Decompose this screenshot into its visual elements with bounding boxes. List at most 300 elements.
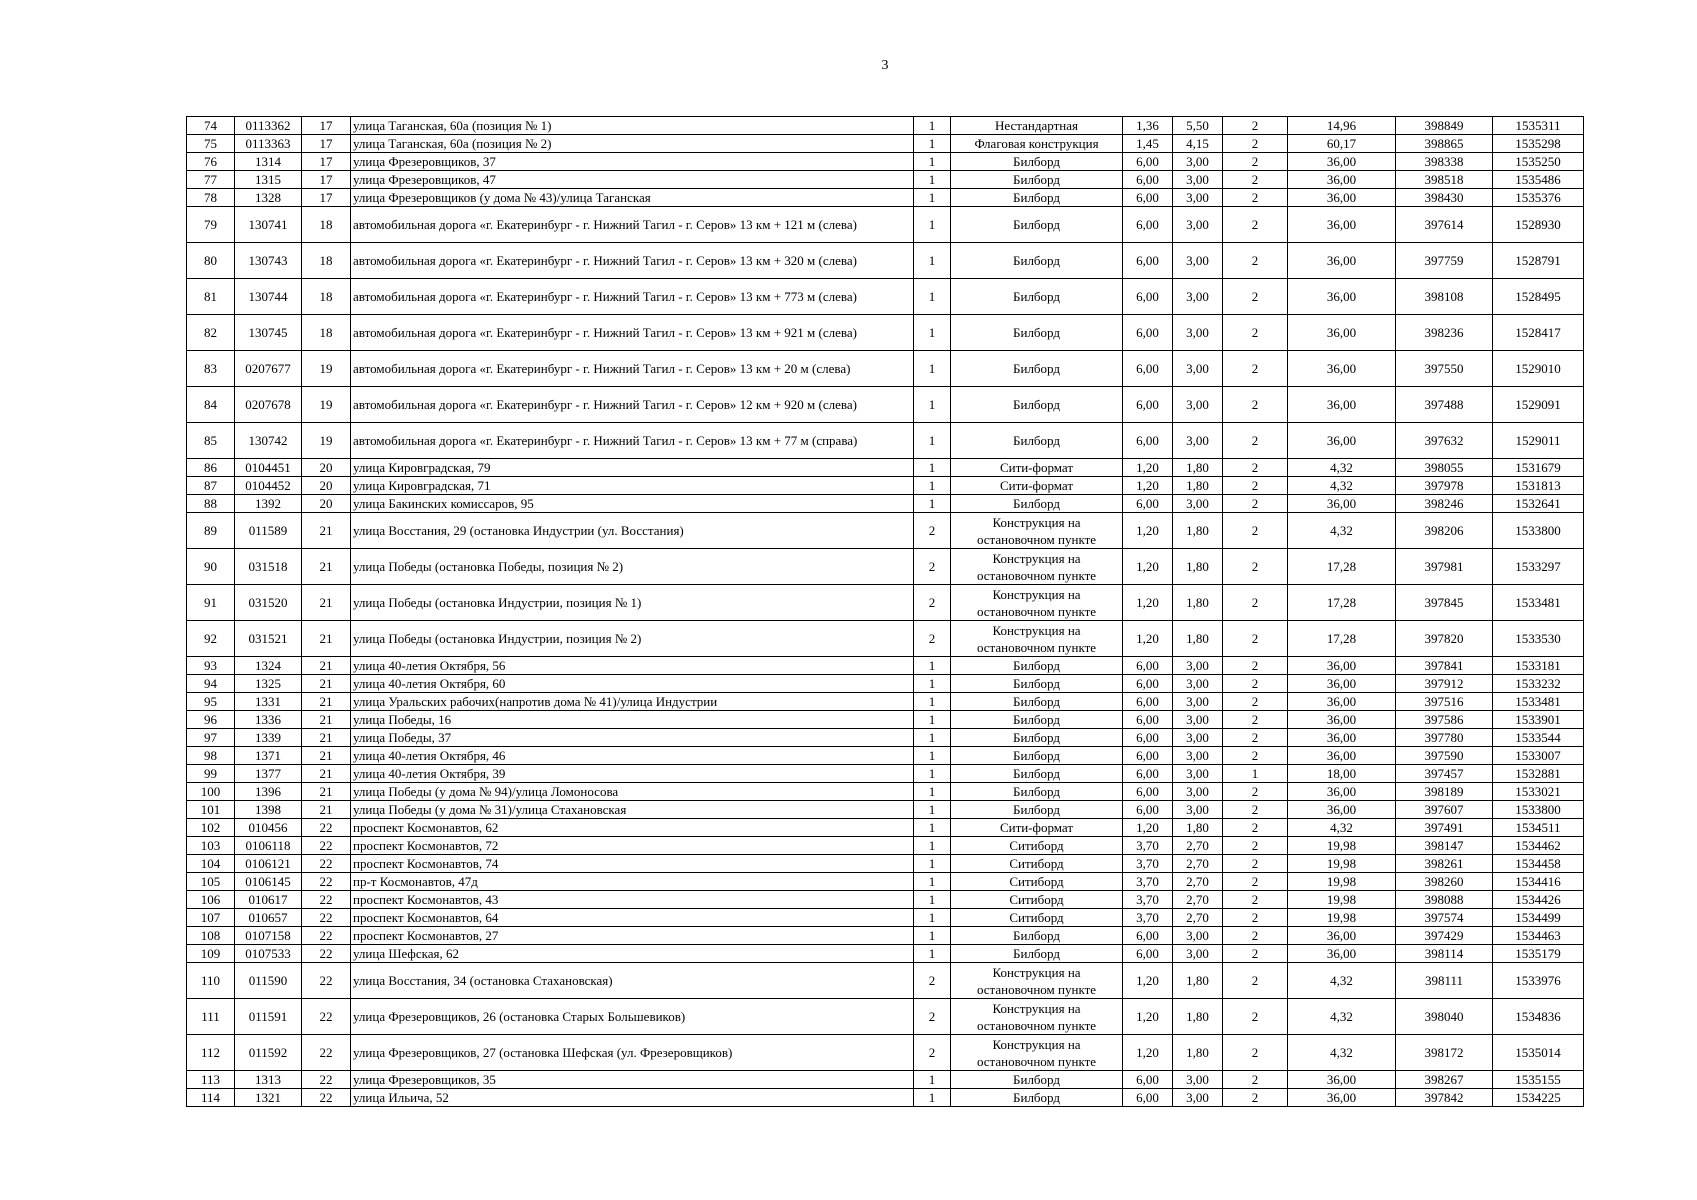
cell-faces: 2 xyxy=(1223,693,1288,711)
cell-faces: 2 xyxy=(1223,135,1288,153)
cell-sides: 1 xyxy=(914,351,951,387)
cell-structure-type: Сити-формат xyxy=(951,459,1123,477)
cell-area: 14,96 xyxy=(1288,117,1396,135)
cell-width: 6,00 xyxy=(1123,783,1173,801)
cell-height: 1,80 xyxy=(1173,459,1223,477)
cell-area: 18,00 xyxy=(1288,765,1396,783)
cell-faces: 2 xyxy=(1223,459,1288,477)
cell-district: 22 xyxy=(302,891,351,909)
cell-width: 6,00 xyxy=(1123,387,1173,423)
cell-row-number: 90 xyxy=(187,549,235,585)
cell-coord-y: 1531813 xyxy=(1493,477,1584,495)
cell-width: 1,20 xyxy=(1123,477,1173,495)
cell-district: 21 xyxy=(302,585,351,621)
cell-district: 21 xyxy=(302,549,351,585)
cell-width: 6,00 xyxy=(1123,657,1173,675)
cell-address: автомобильная дорога «г. Екатеринбург - г. Нижний Тагил - г. Серов» 13 км + 77 м (справа) xyxy=(351,423,914,459)
cell-width: 6,00 xyxy=(1123,927,1173,945)
table-row xyxy=(187,837,1584,855)
cell-address: улица Победы (остановка Индустрии, позиция № 1) xyxy=(351,585,914,621)
table-row xyxy=(187,153,1584,171)
cell-structure-type: Билборд xyxy=(951,387,1123,423)
cell-faces: 2 xyxy=(1223,387,1288,423)
cell-sides: 1 xyxy=(914,459,951,477)
cell-coord-y: 1528791 xyxy=(1493,243,1584,279)
cell-height: 3,00 xyxy=(1173,1089,1223,1107)
cell-area: 19,98 xyxy=(1288,909,1396,927)
cell-coord-x: 397912 xyxy=(1396,675,1493,693)
cell-area: 19,98 xyxy=(1288,891,1396,909)
cell-area: 36,00 xyxy=(1288,801,1396,819)
cell-coord-x: 398267 xyxy=(1396,1071,1493,1089)
cell-height: 5,50 xyxy=(1173,117,1223,135)
cell-coord-y: 1533976 xyxy=(1493,963,1584,999)
table-row xyxy=(187,459,1584,477)
cell-width: 6,00 xyxy=(1123,1071,1173,1089)
cell-coord-y: 1529091 xyxy=(1493,387,1584,423)
cell-area: 19,98 xyxy=(1288,855,1396,873)
cell-district: 21 xyxy=(302,801,351,819)
table-row xyxy=(187,549,1584,585)
cell-height: 3,00 xyxy=(1173,189,1223,207)
cell-structure-type: Конструкция на остановочном пункте xyxy=(951,621,1123,657)
cell-sides: 1 xyxy=(914,729,951,747)
cell-coord-y: 1534511 xyxy=(1493,819,1584,837)
cell-coord-y: 1533901 xyxy=(1493,711,1584,729)
advertising-structures-table xyxy=(186,116,1584,1107)
cell-structure-type: Билборд xyxy=(951,495,1123,513)
cell-faces: 2 xyxy=(1223,171,1288,189)
cell-row-number: 113 xyxy=(187,1071,235,1089)
cell-area: 36,00 xyxy=(1288,711,1396,729)
cell-coord-x: 398147 xyxy=(1396,837,1493,855)
cell-area: 60,17 xyxy=(1288,135,1396,153)
cell-district: 17 xyxy=(302,171,351,189)
cell-structure-id: 130741 xyxy=(235,207,302,243)
cell-coord-y: 1534426 xyxy=(1493,891,1584,909)
cell-row-number: 79 xyxy=(187,207,235,243)
cell-coord-x: 398338 xyxy=(1396,153,1493,171)
cell-height: 2,70 xyxy=(1173,891,1223,909)
cell-district: 21 xyxy=(302,711,351,729)
cell-row-number: 104 xyxy=(187,855,235,873)
cell-height: 3,00 xyxy=(1173,801,1223,819)
cell-address: улица Фрезеровщиков, 35 xyxy=(351,1071,914,1089)
cell-height: 2,70 xyxy=(1173,909,1223,927)
cell-width: 6,00 xyxy=(1123,315,1173,351)
table-row xyxy=(187,855,1584,873)
cell-faces: 2 xyxy=(1223,279,1288,315)
cell-coord-y: 1533800 xyxy=(1493,801,1584,819)
cell-width: 1,20 xyxy=(1123,819,1173,837)
cell-height: 3,00 xyxy=(1173,153,1223,171)
cell-coord-x: 397574 xyxy=(1396,909,1493,927)
cell-structure-type: Ситиборд xyxy=(951,855,1123,873)
cell-height: 2,70 xyxy=(1173,873,1223,891)
cell-area: 4,32 xyxy=(1288,459,1396,477)
cell-width: 1,20 xyxy=(1123,963,1173,999)
cell-area: 36,00 xyxy=(1288,387,1396,423)
table-row xyxy=(187,711,1584,729)
cell-faces: 2 xyxy=(1223,909,1288,927)
cell-coord-y: 1528495 xyxy=(1493,279,1584,315)
cell-district: 18 xyxy=(302,207,351,243)
cell-structure-id: 1324 xyxy=(235,657,302,675)
cell-structure-id: 010617 xyxy=(235,891,302,909)
cell-structure-type: Ситиборд xyxy=(951,873,1123,891)
cell-faces: 2 xyxy=(1223,801,1288,819)
cell-structure-type: Ситиборд xyxy=(951,891,1123,909)
cell-faces: 2 xyxy=(1223,999,1288,1035)
cell-row-number: 82 xyxy=(187,315,235,351)
cell-address: улица Уральских рабочих(напротив дома № 41)/улица Индустрии xyxy=(351,693,914,711)
cell-height: 1,80 xyxy=(1173,585,1223,621)
table-row xyxy=(187,999,1584,1035)
cell-structure-id: 1313 xyxy=(235,1071,302,1089)
cell-faces: 2 xyxy=(1223,963,1288,999)
cell-row-number: 95 xyxy=(187,693,235,711)
cell-sides: 2 xyxy=(914,585,951,621)
cell-district: 21 xyxy=(302,513,351,549)
cell-height: 1,80 xyxy=(1173,549,1223,585)
cell-width: 6,00 xyxy=(1123,423,1173,459)
cell-coord-y: 1529011 xyxy=(1493,423,1584,459)
cell-width: 6,00 xyxy=(1123,153,1173,171)
cell-row-number: 114 xyxy=(187,1089,235,1107)
cell-structure-id: 0113363 xyxy=(235,135,302,153)
cell-structure-type: Билборд xyxy=(951,279,1123,315)
cell-sides: 1 xyxy=(914,855,951,873)
cell-coord-x: 398430 xyxy=(1396,189,1493,207)
cell-area: 36,00 xyxy=(1288,189,1396,207)
cell-structure-id: 1314 xyxy=(235,153,302,171)
cell-district: 22 xyxy=(302,999,351,1035)
table-row xyxy=(187,117,1584,135)
cell-structure-id: 1321 xyxy=(235,1089,302,1107)
cell-row-number: 100 xyxy=(187,783,235,801)
cell-coord-y: 1534836 xyxy=(1493,999,1584,1035)
table-row xyxy=(187,207,1584,243)
cell-coord-x: 398518 xyxy=(1396,171,1493,189)
cell-structure-id: 130742 xyxy=(235,423,302,459)
cell-row-number: 99 xyxy=(187,765,235,783)
cell-structure-id: 1325 xyxy=(235,675,302,693)
table-row xyxy=(187,891,1584,909)
cell-faces: 2 xyxy=(1223,873,1288,891)
cell-address: улица Фрезеровщиков, 26 (остановка Старых Большевиков) xyxy=(351,999,914,1035)
table-row xyxy=(187,243,1584,279)
cell-width: 6,00 xyxy=(1123,801,1173,819)
cell-row-number: 76 xyxy=(187,153,235,171)
cell-sides: 1 xyxy=(914,801,951,819)
cell-structure-id: 130745 xyxy=(235,315,302,351)
cell-coord-y: 1534462 xyxy=(1493,837,1584,855)
cell-faces: 2 xyxy=(1223,819,1288,837)
cell-coord-y: 1535486 xyxy=(1493,171,1584,189)
table-row xyxy=(187,279,1584,315)
cell-coord-y: 1534458 xyxy=(1493,855,1584,873)
cell-address: автомобильная дорога «г. Екатеринбург - г. Нижний Тагил - г. Серов» 12 км + 920 м (слева) xyxy=(351,387,914,423)
cell-structure-type: Нестандартная xyxy=(951,117,1123,135)
cell-width: 3,70 xyxy=(1123,837,1173,855)
cell-coord-x: 398261 xyxy=(1396,855,1493,873)
cell-structure-id: 0107533 xyxy=(235,945,302,963)
cell-sides: 2 xyxy=(914,621,951,657)
table-row xyxy=(187,1071,1584,1089)
cell-structure-id: 031520 xyxy=(235,585,302,621)
cell-area: 19,98 xyxy=(1288,837,1396,855)
cell-structure-type: Билборд xyxy=(951,1089,1123,1107)
cell-height: 3,00 xyxy=(1173,315,1223,351)
cell-address: улица Восстания, 29 (остановка Индустрии (ул. Восстания) xyxy=(351,513,914,549)
cell-area: 36,00 xyxy=(1288,729,1396,747)
cell-coord-y: 1533481 xyxy=(1493,693,1584,711)
cell-sides: 1 xyxy=(914,891,951,909)
cell-district: 22 xyxy=(302,909,351,927)
cell-sides: 1 xyxy=(914,873,951,891)
cell-height: 3,00 xyxy=(1173,729,1223,747)
cell-faces: 2 xyxy=(1223,711,1288,729)
cell-area: 17,28 xyxy=(1288,549,1396,585)
cell-coord-x: 398246 xyxy=(1396,495,1493,513)
cell-width: 6,00 xyxy=(1123,243,1173,279)
cell-area: 36,00 xyxy=(1288,153,1396,171)
cell-faces: 2 xyxy=(1223,207,1288,243)
cell-area: 36,00 xyxy=(1288,495,1396,513)
table-row xyxy=(187,783,1584,801)
cell-coord-x: 397429 xyxy=(1396,927,1493,945)
cell-width: 6,00 xyxy=(1123,351,1173,387)
cell-height: 3,00 xyxy=(1173,351,1223,387)
cell-sides: 1 xyxy=(914,819,951,837)
cell-sides: 1 xyxy=(914,153,951,171)
cell-address: улица Таганская, 60а (позиция № 2) xyxy=(351,135,914,153)
cell-faces: 2 xyxy=(1223,423,1288,459)
cell-structure-id: 010456 xyxy=(235,819,302,837)
cell-coord-y: 1531679 xyxy=(1493,459,1584,477)
cell-faces: 2 xyxy=(1223,153,1288,171)
cell-faces: 2 xyxy=(1223,549,1288,585)
cell-district: 18 xyxy=(302,315,351,351)
cell-district: 22 xyxy=(302,1089,351,1107)
cell-coord-x: 397780 xyxy=(1396,729,1493,747)
table-row xyxy=(187,873,1584,891)
cell-sides: 1 xyxy=(914,423,951,459)
cell-width: 3,70 xyxy=(1123,891,1173,909)
cell-address: улица 40-летия Октября, 46 xyxy=(351,747,914,765)
cell-height: 3,00 xyxy=(1173,171,1223,189)
cell-coord-x: 397759 xyxy=(1396,243,1493,279)
cell-faces: 2 xyxy=(1223,927,1288,945)
table-body xyxy=(187,117,1584,1107)
cell-area: 36,00 xyxy=(1288,693,1396,711)
cell-row-number: 98 xyxy=(187,747,235,765)
cell-area: 36,00 xyxy=(1288,1071,1396,1089)
cell-structure-id: 0207677 xyxy=(235,351,302,387)
cell-height: 3,00 xyxy=(1173,279,1223,315)
cell-address: проспект Космонавтов, 64 xyxy=(351,909,914,927)
cell-district: 18 xyxy=(302,279,351,315)
cell-coord-y: 1533007 xyxy=(1493,747,1584,765)
cell-coord-x: 398236 xyxy=(1396,315,1493,351)
cell-faces: 2 xyxy=(1223,243,1288,279)
table-row xyxy=(187,171,1584,189)
cell-faces: 2 xyxy=(1223,837,1288,855)
cell-width: 6,00 xyxy=(1123,711,1173,729)
cell-faces: 2 xyxy=(1223,1071,1288,1089)
cell-row-number: 108 xyxy=(187,927,235,945)
cell-faces: 2 xyxy=(1223,891,1288,909)
cell-district: 19 xyxy=(302,423,351,459)
cell-sides: 2 xyxy=(914,999,951,1035)
cell-row-number: 92 xyxy=(187,621,235,657)
table-row xyxy=(187,747,1584,765)
cell-coord-x: 397491 xyxy=(1396,819,1493,837)
cell-faces: 2 xyxy=(1223,477,1288,495)
cell-sides: 1 xyxy=(914,711,951,729)
cell-row-number: 93 xyxy=(187,657,235,675)
cell-coord-x: 398865 xyxy=(1396,135,1493,153)
cell-area: 36,00 xyxy=(1288,243,1396,279)
cell-structure-type: Сити-формат xyxy=(951,477,1123,495)
cell-width: 6,00 xyxy=(1123,675,1173,693)
cell-structure-id: 0107158 xyxy=(235,927,302,945)
cell-structure-type: Ситиборд xyxy=(951,837,1123,855)
cell-area: 17,28 xyxy=(1288,585,1396,621)
cell-address: улица 40-летия Октября, 39 xyxy=(351,765,914,783)
cell-coord-x: 397845 xyxy=(1396,585,1493,621)
cell-row-number: 96 xyxy=(187,711,235,729)
cell-coord-y: 1535311 xyxy=(1493,117,1584,135)
cell-faces: 2 xyxy=(1223,189,1288,207)
cell-height: 3,00 xyxy=(1173,387,1223,423)
cell-width: 6,00 xyxy=(1123,495,1173,513)
cell-area: 36,00 xyxy=(1288,423,1396,459)
cell-structure-type: Ситиборд xyxy=(951,909,1123,927)
cell-address: автомобильная дорога «г. Екатеринбург - г. Нижний Тагил - г. Серов» 13 км + 20 м (слева) xyxy=(351,351,914,387)
table-row xyxy=(187,1089,1584,1107)
cell-sides: 1 xyxy=(914,243,951,279)
cell-structure-id: 010657 xyxy=(235,909,302,927)
cell-faces: 2 xyxy=(1223,945,1288,963)
cell-structure-id: 0113362 xyxy=(235,117,302,135)
cell-sides: 1 xyxy=(914,477,951,495)
cell-coord-y: 1533297 xyxy=(1493,549,1584,585)
cell-area: 4,32 xyxy=(1288,1035,1396,1071)
cell-width: 3,70 xyxy=(1123,909,1173,927)
table-row xyxy=(187,477,1584,495)
cell-width: 6,00 xyxy=(1123,1089,1173,1107)
table-row xyxy=(187,1035,1584,1071)
cell-row-number: 78 xyxy=(187,189,235,207)
cell-district: 21 xyxy=(302,657,351,675)
cell-area: 36,00 xyxy=(1288,171,1396,189)
cell-row-number: 111 xyxy=(187,999,235,1035)
table-row xyxy=(187,765,1584,783)
cell-district: 21 xyxy=(302,747,351,765)
cell-sides: 1 xyxy=(914,927,951,945)
cell-address: улица Ильича, 52 xyxy=(351,1089,914,1107)
cell-structure-id: 1396 xyxy=(235,783,302,801)
cell-width: 6,00 xyxy=(1123,189,1173,207)
cell-width: 6,00 xyxy=(1123,207,1173,243)
cell-address: улица Таганская, 60а (позиция № 1) xyxy=(351,117,914,135)
cell-row-number: 110 xyxy=(187,963,235,999)
cell-width: 1,20 xyxy=(1123,549,1173,585)
table-row xyxy=(187,351,1584,387)
cell-coord-x: 398260 xyxy=(1396,873,1493,891)
cell-sides: 1 xyxy=(914,315,951,351)
cell-structure-id: 1398 xyxy=(235,801,302,819)
cell-row-number: 86 xyxy=(187,459,235,477)
cell-structure-id: 0106121 xyxy=(235,855,302,873)
cell-address: проспект Космонавтов, 72 xyxy=(351,837,914,855)
cell-structure-id: 0207678 xyxy=(235,387,302,423)
cell-coord-y: 1528417 xyxy=(1493,315,1584,351)
cell-width: 1,20 xyxy=(1123,513,1173,549)
cell-coord-x: 397841 xyxy=(1396,657,1493,675)
cell-address: улица Восстания, 34 (остановка Стахановская) xyxy=(351,963,914,999)
cell-coord-y: 1533232 xyxy=(1493,675,1584,693)
cell-structure-id: 0106118 xyxy=(235,837,302,855)
cell-coord-y: 1535155 xyxy=(1493,1071,1584,1089)
cell-address: улица Фрезеровщиков, 47 xyxy=(351,171,914,189)
cell-coord-x: 398189 xyxy=(1396,783,1493,801)
cell-area: 4,32 xyxy=(1288,999,1396,1035)
cell-height: 3,00 xyxy=(1173,693,1223,711)
cell-height: 1,80 xyxy=(1173,1035,1223,1071)
cell-row-number: 94 xyxy=(187,675,235,693)
cell-faces: 2 xyxy=(1223,117,1288,135)
cell-district: 22 xyxy=(302,945,351,963)
cell-sides: 1 xyxy=(914,189,951,207)
table-row xyxy=(187,819,1584,837)
cell-coord-y: 1535376 xyxy=(1493,189,1584,207)
table-row xyxy=(187,423,1584,459)
cell-width: 1,36 xyxy=(1123,117,1173,135)
table-row xyxy=(187,585,1584,621)
cell-structure-type: Билборд xyxy=(951,693,1123,711)
cell-district: 19 xyxy=(302,351,351,387)
cell-row-number: 85 xyxy=(187,423,235,459)
cell-structure-id: 130743 xyxy=(235,243,302,279)
cell-height: 3,00 xyxy=(1173,711,1223,729)
cell-sides: 1 xyxy=(914,279,951,315)
cell-structure-type: Билборд xyxy=(951,171,1123,189)
cell-row-number: 75 xyxy=(187,135,235,153)
cell-sides: 1 xyxy=(914,171,951,189)
cell-faces: 2 xyxy=(1223,1035,1288,1071)
cell-district: 20 xyxy=(302,459,351,477)
cell-coord-x: 397981 xyxy=(1396,549,1493,585)
cell-row-number: 102 xyxy=(187,819,235,837)
cell-area: 36,00 xyxy=(1288,207,1396,243)
cell-structure-type: Конструкция на остановочном пункте xyxy=(951,1035,1123,1071)
cell-structure-type: Билборд xyxy=(951,153,1123,171)
table-row xyxy=(187,189,1584,207)
cell-district: 17 xyxy=(302,117,351,135)
cell-coord-x: 397590 xyxy=(1396,747,1493,765)
cell-coord-x: 397978 xyxy=(1396,477,1493,495)
table-row xyxy=(187,945,1584,963)
cell-coord-x: 397488 xyxy=(1396,387,1493,423)
cell-district: 20 xyxy=(302,477,351,495)
cell-area: 4,32 xyxy=(1288,477,1396,495)
cell-coord-y: 1532641 xyxy=(1493,495,1584,513)
cell-coord-x: 397550 xyxy=(1396,351,1493,387)
cell-structure-id: 011590 xyxy=(235,963,302,999)
cell-row-number: 109 xyxy=(187,945,235,963)
